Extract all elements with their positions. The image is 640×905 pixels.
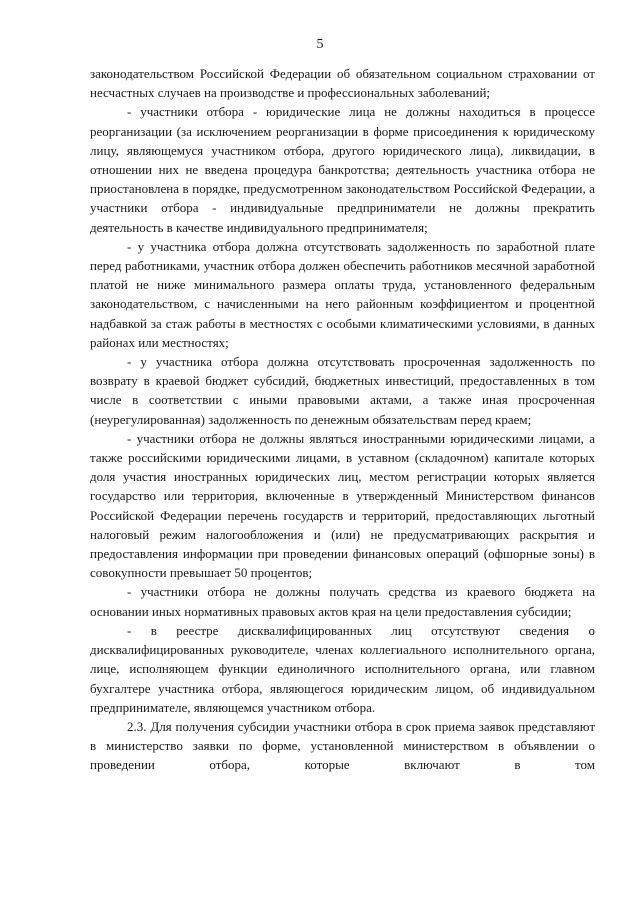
page-number: 5 — [316, 37, 324, 52]
paragraph-overdue-debt: - у участника отбора должна отсутствовать просроченная задолженность по возврату в краевой бюджет субсидий, бюджетных инвестиций, предоставленных в том числе в соответствии с иными правовыми актами, а также иная просроченная (неурегулированная) задолженность по денежным обязательствам перед краем; — [90, 354, 595, 427]
paragraph-application-submission: 2.3. Для получения субсидии участники отбора в срок приема заявок представляют в министерство заявки по форме, установленной министерством в объявлении о проведении отбора, которые включают в том — [90, 718, 595, 773]
paragraph-foreign-entities: - участники отбора не должны являться иностранными юридическими лицами, а также российскими юридическими лицами, в уставном (складочном) капитале которых доля участия иностранных юридических лиц, местом регистрации которых является государство или территория, включенные в утвержденный Министерством финансов Российской Федерации перечень государств и территорий, предоставляющих льготный налоговый режим налогообложения и (или) не предусматривающих раскрытия и предоставления информации при проведении финансовых операций (офшорные зоны) в совокупности превышает 50 процентов; — [90, 430, 595, 581]
paragraph-disqualified-persons: - в реестре дисквалифицированных лиц отсутствуют сведения о дисквалифицированных руководителе, членах коллегиального исполнительного органа, лице, исполняющем функции единоличного исполнительного органа, или главном бухгалтере участника отбора, являющегося юридическим лицом, об индивидуальном предпринимателе, являющемся участником отбора. — [90, 622, 595, 715]
paragraph-reorganization: - участники отбора - юридические лица не должны находиться в процессе реорганизации (за исключением реорганизации в форме присоединения к юридическому лицу, являющемуся участником отбора, другого юридического лица), ликвидации, в отношении них не введена процедура банкротства; деятельность участника отбора не приостановлена в порядке, предусмотренном законодательством Российской Федерации, а участники отбора - индивидуальные предприниматели не должны прекратить деятельность в качестве индивидуального предпринимателя; — [90, 104, 595, 235]
paragraph-wage-arrears: - у участника отбора должна отсутствовать задолженность по заработной плате перед работниками, участник отбора должен обеспечить работников месячной заработной платой не ниже минимального размера оплаты труда, установленного федеральным законодательством, с начисленными на него районным коэффициентом и процентной надбавкой за стаж работы в местностях с особыми климатическими условиями, в данных районах или местностях; — [90, 238, 595, 350]
document-body — [90, 64, 595, 775]
paragraph-other-funding: - участники отбора не должны получать средства из краевого бюджета на основании иных нормативных правовых актов края на цели предоставления субсидии; — [90, 584, 595, 619]
paragraph-social-insurance: законодательством Российской Федерации об обязательном социальном страховании от несчастных случаев на производстве и профессиональных заболеваний; — [90, 66, 595, 101]
